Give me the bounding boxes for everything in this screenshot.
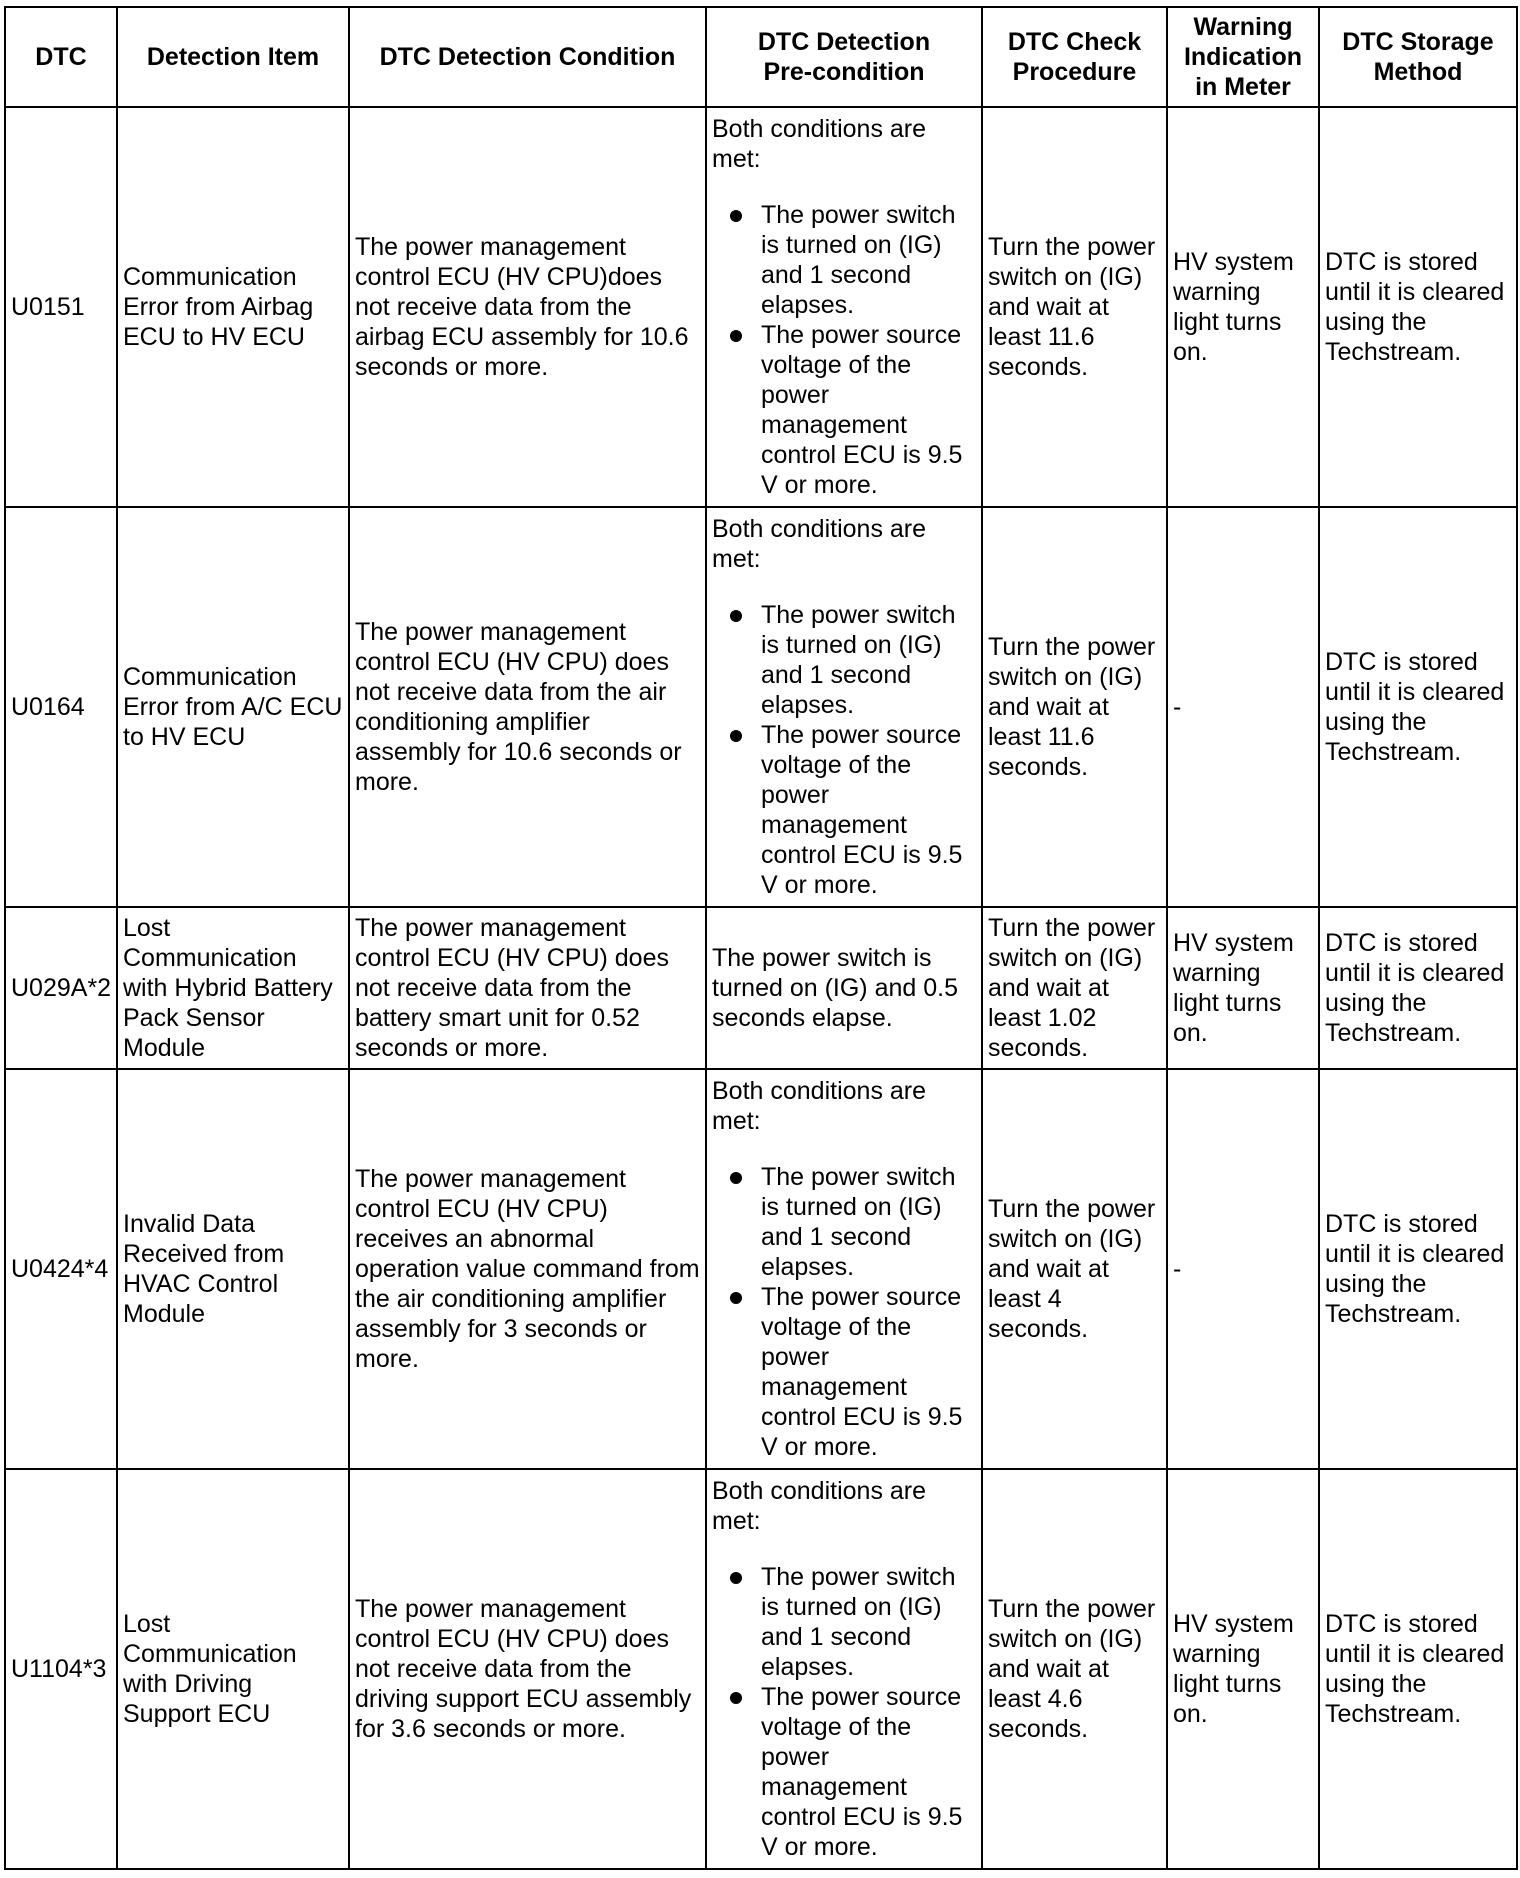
cell-check-procedure: Turn the power switch on (IG) and wait at least 1.02 seconds. xyxy=(982,907,1167,1069)
table-row xyxy=(5,1069,1517,1469)
header-precondition xyxy=(706,7,982,107)
precondition-item: The power switch is turned on (IG) and 1 second elapses. xyxy=(761,600,976,720)
cell-precondition xyxy=(706,107,982,507)
precondition-item: The power source voltage of the power management control ECU is 9.5 V or more. xyxy=(761,1682,976,1862)
precondition-item: The power switch is turned on (IG) and 1 second elapses. xyxy=(761,1562,976,1682)
header-detection-condition xyxy=(349,7,706,107)
cell-detection-condition: The power management control ECU (HV CPU) does not receive data from the driving support ECU assembly for 3.6 seconds or more. xyxy=(349,1469,706,1869)
dtc-table xyxy=(4,6,1518,1870)
precondition-list xyxy=(712,1162,976,1462)
cell-precondition xyxy=(706,507,982,907)
cell-storage-method: DTC is stored until it is cleared using the Techstream. xyxy=(1319,1069,1517,1469)
cell-detection-item: Invalid Data Received from HVAC Control Module xyxy=(117,1069,349,1469)
cell-detection-condition: The power management control ECU (HV CPU)does not receive data from the airbag ECU assembly for 10.6 seconds or more. xyxy=(349,107,706,507)
header-storage-method xyxy=(1319,7,1517,107)
dtc-table-container xyxy=(4,6,1518,1870)
cell-check-procedure: Turn the power switch on (IG) and wait at least 4.6 seconds. xyxy=(982,1469,1167,1869)
header-dtc-text: DTC xyxy=(35,43,87,71)
cell-detection-condition: The power management control ECU (HV CPU) does not receive data from the battery smart unit for 0.52 seconds or more. xyxy=(349,907,706,1069)
cell-detection-item: Communication Error from A/C ECU to HV ECU xyxy=(117,507,349,907)
header-check-line2: Procedure xyxy=(1012,58,1137,86)
cell-detection-condition: The power management control ECU (HV CPU) does not receive data from the air conditioning amplifier assembly for 10.6 seconds or more. xyxy=(349,507,706,907)
header-storage-line2: Method xyxy=(1373,58,1463,86)
header-dtc xyxy=(5,7,117,107)
table-row xyxy=(5,907,1517,1069)
cell-storage-method: DTC is stored until it is cleared using the Techstream. xyxy=(1319,1469,1517,1869)
cell-detection-item: Communication Error from Airbag ECU to HV ECU xyxy=(117,107,349,507)
precondition-list xyxy=(712,600,976,900)
cell-dtc: U1104*3 xyxy=(5,1469,117,1869)
header-row xyxy=(5,7,1517,107)
header-detection-item xyxy=(117,7,349,107)
table-row xyxy=(5,1469,1517,1869)
header-warning-line2: Indication xyxy=(1183,43,1303,71)
cell-precondition xyxy=(706,1469,982,1869)
header-check-line1: DTC Check xyxy=(1007,28,1142,56)
header-warning-indication xyxy=(1167,7,1319,107)
cell-check-procedure: Turn the power switch on (IG) and wait at least 11.6 seconds. xyxy=(982,107,1167,507)
table-row xyxy=(5,507,1517,907)
precondition-item: The power switch is turned on (IG) and 1 second elapses. xyxy=(761,1162,976,1282)
precondition-item: The power source voltage of the power management control ECU is 9.5 V or more. xyxy=(761,720,976,900)
cell-storage-method: DTC is stored until it is cleared using the Techstream. xyxy=(1319,107,1517,507)
cell-precondition xyxy=(706,1069,982,1469)
cell-detection-condition: The power management control ECU (HV CPU) receives an abnormal operation value command from the air conditioning amplifier assembly for 3 seconds or more. xyxy=(349,1069,706,1469)
cell-warning-indication: HV system warning light turns on. xyxy=(1167,1469,1319,1869)
precondition-lead: Both conditions are met: xyxy=(712,1477,927,1535)
header-precondition-line1: DTC Detection xyxy=(757,28,931,56)
header-storage-line1: DTC Storage xyxy=(1342,28,1494,56)
cell-dtc: U0164 xyxy=(5,507,117,907)
cell-check-procedure: Turn the power switch on (IG) and wait at least 4 seconds. xyxy=(982,1069,1167,1469)
cell-warning-indication: - xyxy=(1167,1069,1319,1469)
precondition-list xyxy=(712,200,976,500)
precondition-item: The power source voltage of the power management control ECU is 9.5 V or more. xyxy=(761,1282,976,1462)
cell-detection-item: Lost Communication with Hybrid Battery Pack Sensor Module xyxy=(117,907,349,1069)
cell-storage-method: DTC is stored until it is cleared using the Techstream. xyxy=(1319,507,1517,907)
precondition-lead: Both conditions are met: xyxy=(712,115,927,173)
header-detection-item-text: Detection Item xyxy=(146,43,320,71)
header-warning-line1: Warning xyxy=(1193,13,1293,41)
header-check-procedure xyxy=(982,7,1167,107)
cell-dtc: U0151 xyxy=(5,107,117,507)
cell-warning-indication: - xyxy=(1167,507,1319,907)
header-warning-line3: in Meter xyxy=(1195,73,1291,101)
cell-dtc: U029A*2 xyxy=(5,907,117,1069)
cell-precondition: The power switch is turned on (IG) and 0.5 seconds elapse. xyxy=(706,907,982,1069)
cell-warning-indication: HV system warning light turns on. xyxy=(1167,107,1319,507)
precondition-item: The power switch is turned on (IG) and 1 second elapses. xyxy=(761,200,976,320)
cell-warning-indication: HV system warning light turns on. xyxy=(1167,907,1319,1069)
precondition-lead: Both conditions are met: xyxy=(712,1077,927,1135)
header-precondition-line2: Pre-condition xyxy=(763,58,925,86)
precondition-item: The power source voltage of the power management control ECU is 9.5 V or more. xyxy=(761,320,976,500)
cell-detection-item: Lost Communication with Driving Support ECU xyxy=(117,1469,349,1869)
cell-storage-method: DTC is stored until it is cleared using the Techstream. xyxy=(1319,907,1517,1069)
precondition-list xyxy=(712,1562,976,1862)
header-detection-condition-text: DTC Detection Condition xyxy=(379,43,676,71)
table-row xyxy=(5,107,1517,507)
precondition-lead: Both conditions are met: xyxy=(712,515,927,573)
cell-check-procedure: Turn the power switch on (IG) and wait at least 11.6 seconds. xyxy=(982,507,1167,907)
cell-dtc: U0424*4 xyxy=(5,1069,117,1469)
